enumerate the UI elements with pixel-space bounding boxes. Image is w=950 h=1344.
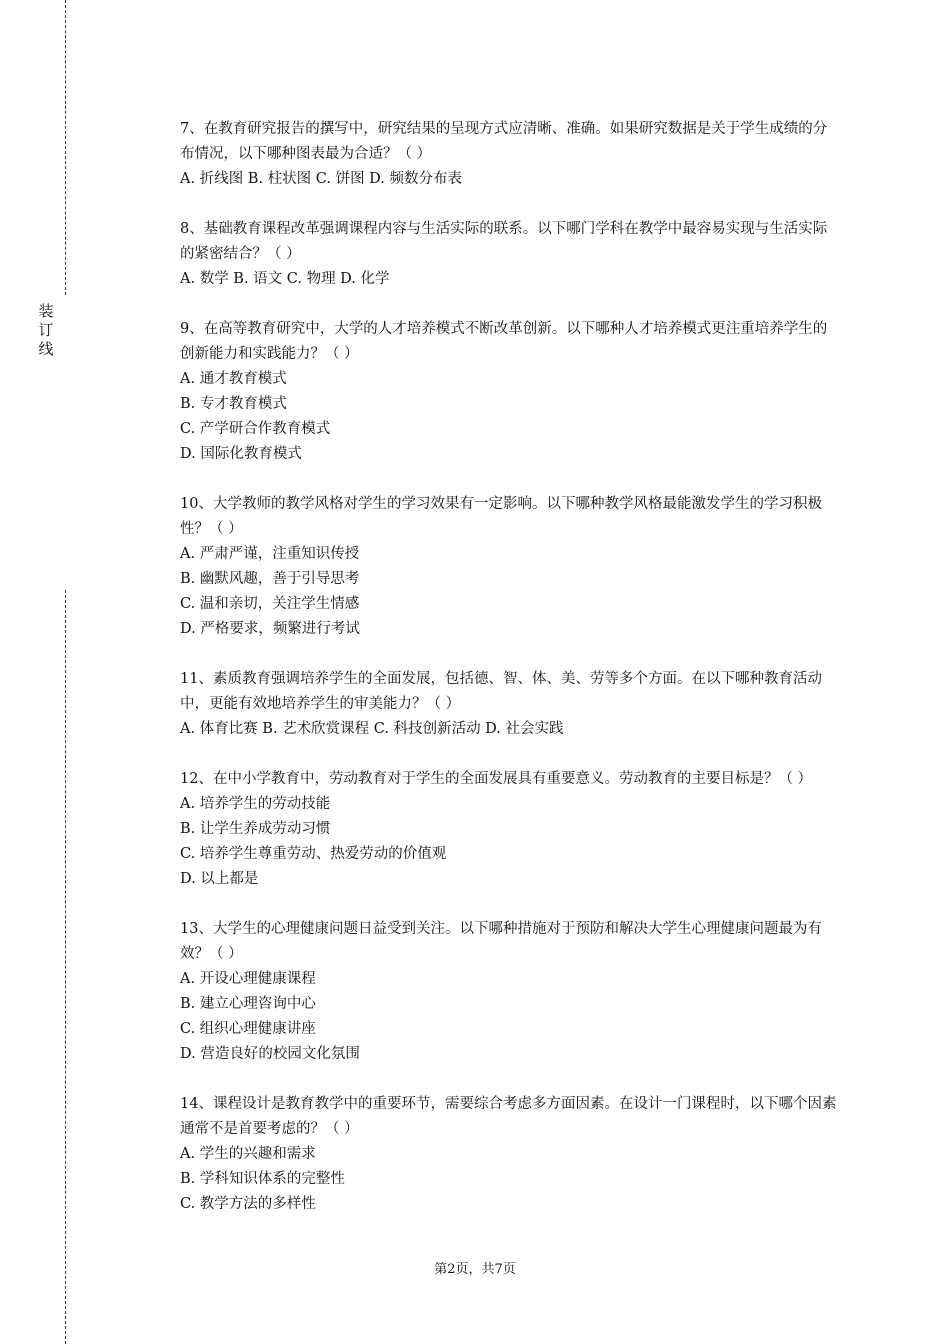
question-9: [180, 317, 840, 467]
question-list: [180, 117, 840, 1242]
option-a: A. 学生的兴趣和需求: [180, 1146, 316, 1162]
question-13: [180, 917, 840, 1067]
page-number: 第2页，共7页: [434, 1262, 516, 1277]
option-b: B. 学科知识体系的完整性: [180, 1171, 345, 1187]
option-d: D. 营造良好的校园文化氛围: [180, 1046, 360, 1062]
binding-line-top: [65, 0, 66, 295]
question-11: [180, 667, 840, 742]
question-stem: 7、在教育研究报告的撰写中，研究结果的呈现方式应清晰、准确。如果研究数据是关于学生成绩的分布情况，以下哪种图表最为合适？（ ）: [180, 121, 828, 162]
question-stem: 9、在高等教育研究中，大学的人才培养模式不断改革创新。以下哪种人才培养模式更注重培养学生的创新能力和实践能力？（ ）: [180, 321, 828, 362]
option-c: C. 培养学生尊重劳动、热爱劳动的价值观: [180, 846, 447, 862]
question-options: A. 数学 B. 语文 C. 物理 D. 化学: [180, 271, 390, 287]
binding-label: 装订线: [38, 302, 54, 358]
option-b: B. 专才教育模式: [180, 396, 287, 412]
option-d: D. 以上都是: [180, 871, 259, 887]
question-stem: 12、在中小学教育中，劳动教育对于学生的全面发展具有重要意义。劳动教育的主要目标是？（ ）: [180, 771, 813, 787]
option-a: A. 开设心理健康课程: [180, 971, 316, 987]
option-c: C. 温和亲切，关注学生情感: [180, 596, 360, 612]
option-d: D. 国际化教育模式: [180, 446, 302, 462]
option-b: B. 幽默风趣，善于引导思考: [180, 571, 360, 587]
option-b: B. 建立心理咨询中心: [180, 996, 316, 1012]
option-a: A. 通才教育模式: [180, 371, 287, 387]
question-14: [180, 1092, 840, 1217]
question-12: [180, 767, 840, 892]
option-c: C. 产学研合作教育模式: [180, 421, 331, 437]
option-a: A. 培养学生的劳动技能: [180, 796, 331, 812]
option-d: D. 严格要求，频繁进行考试: [180, 621, 360, 637]
binding-line-bottom: [65, 590, 66, 1344]
question-10: [180, 492, 840, 642]
question-stem: 14、课程设计是教育教学中的重要环节，需要综合考虑多方面因素。在设计一门课程时，以下哪个因素通常不是首要考虑的？（ ）: [180, 1096, 837, 1137]
question-stem: 11、素质教育强调培养学生的全面发展，包括德、智、体、美、劳等多个方面。在以下哪种教育活动中，更能有效地培养学生的审美能力？（ ）: [180, 671, 822, 712]
option-c: C. 教学方法的多样性: [180, 1196, 316, 1212]
question-options: A. 折线图 B. 柱状图 C. 饼图 D. 频数分布表: [180, 171, 463, 187]
option-b: B. 让学生养成劳动习惯: [180, 821, 331, 837]
option-a: A. 严肃严谨，注重知识传授: [180, 546, 360, 562]
question-8: [180, 217, 840, 292]
question-options: A. 体育比赛 B. 艺术欣赏课程 C. 科技创新活动 D. 社会实践: [180, 721, 564, 737]
question-stem: 13、大学生的心理健康问题日益受到关注。以下哪种措施对于预防和解决大学生心理健康问题最为有效？（ ）: [180, 921, 822, 962]
question-stem: 10、大学教师的教学风格对学生的学习效果有一定影响。以下哪种教学风格最能激发学生的学习积极性？（ ）: [180, 496, 822, 537]
question-stem: 8、基础教育课程改革强调课程内容与生活实际的联系。以下哪门学科在教学中最容易实现与生活实际的紧密结合？（ ）: [180, 221, 828, 262]
question-7: [180, 117, 840, 192]
option-c: C. 组织心理健康讲座: [180, 1021, 316, 1037]
